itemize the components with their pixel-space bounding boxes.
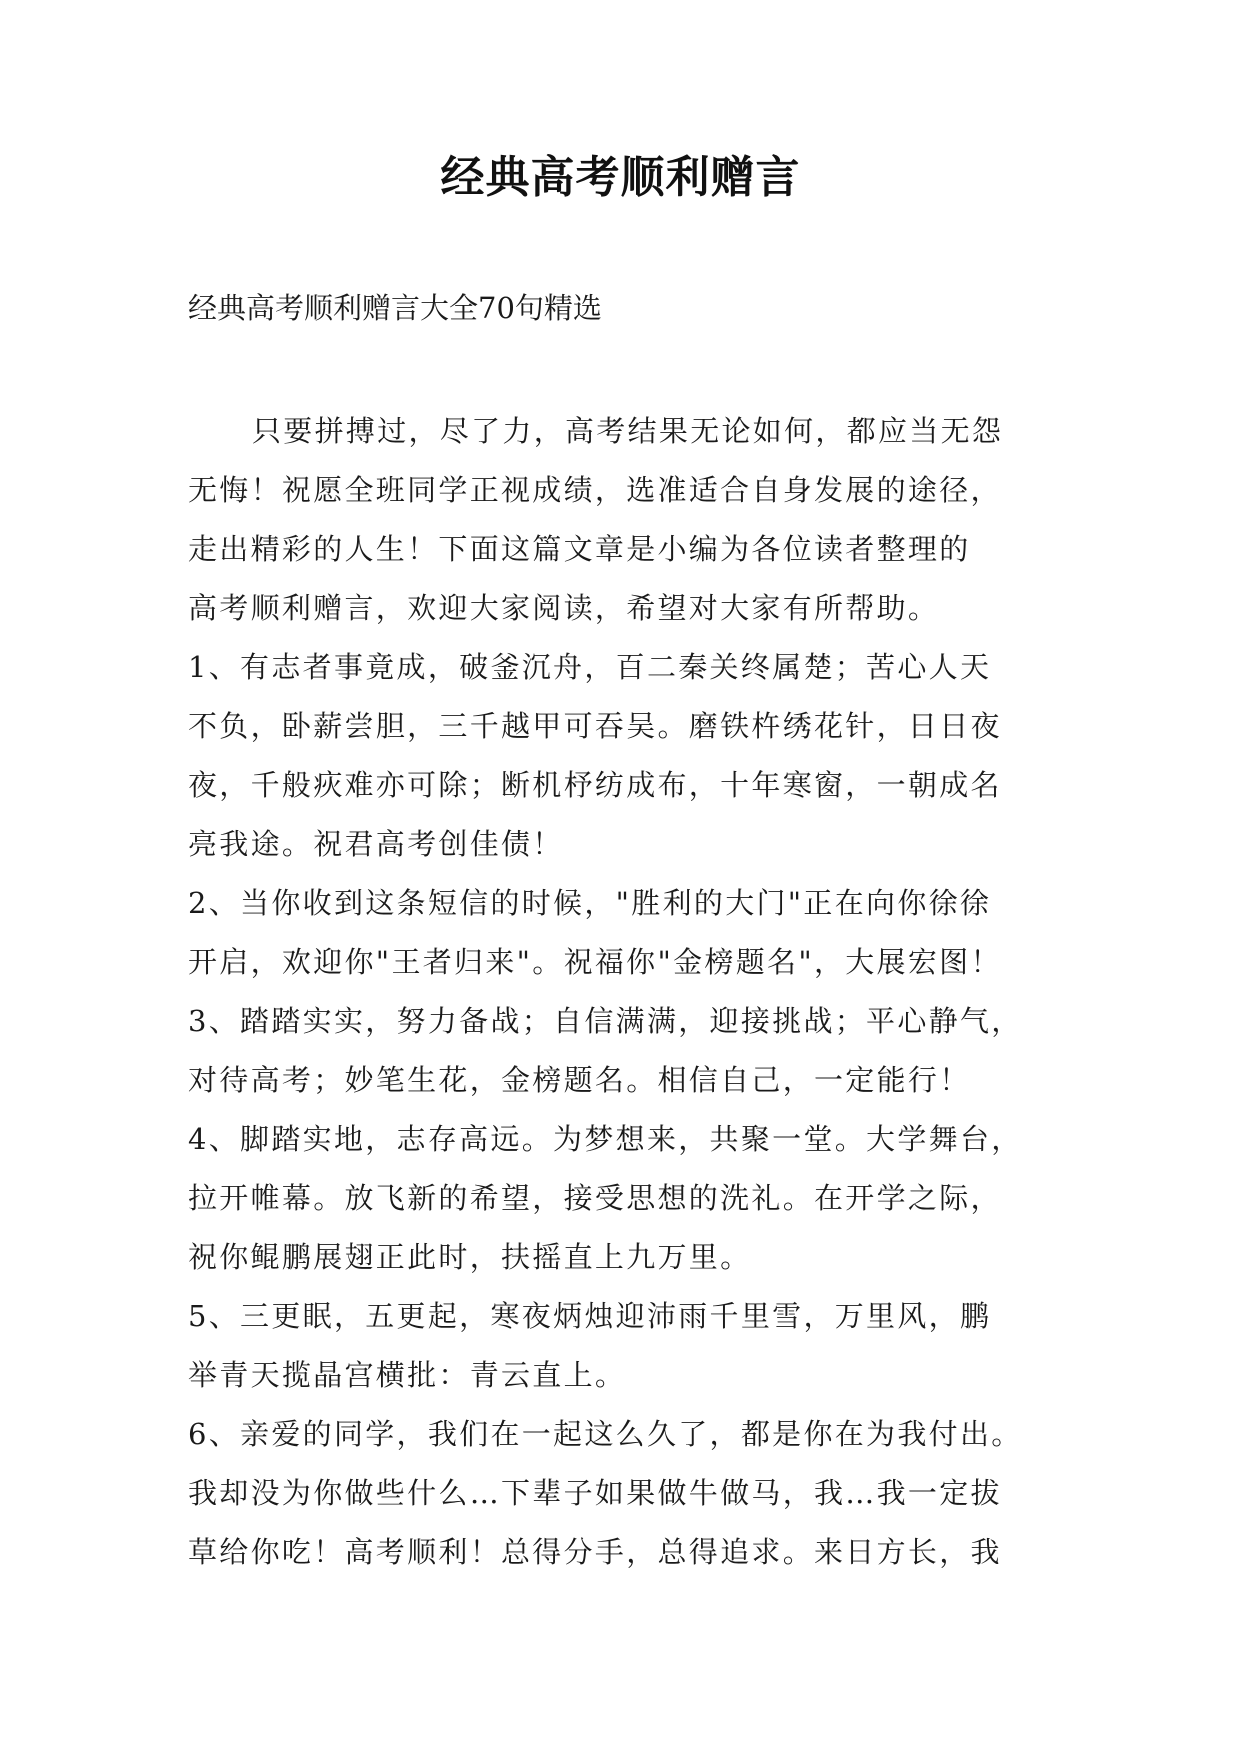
paragraph-line: 走出精彩的人生！下面这篇文章是小编为各位读者整理的 [188,532,971,566]
document-body [188,402,1058,1582]
list-item-line: 不负，卧薪尝胆，三千越甲可吞吴。磨铁杵绣花针，日日夜 [188,709,1002,743]
list-item-line: 6、亲爱的同学，我们在一起这么久了，都是你在为我付出。 [188,1417,1023,1451]
list-item-line: 对待高考；妙笔生花，金榜题名。相信自己，一定能行！ [188,1063,971,1097]
list-item-line: 举青天揽晶宫横批：青云直上。 [188,1358,627,1392]
list-item-line: 拉开帷幕。放飞新的希望，接受思想的洗礼。在开学之际， [188,1181,1002,1215]
list-item-line: 开启，欢迎你"王者归来"。祝福你"金榜题名"，大展宏图！ [188,945,1002,979]
list-item-line: 2、当你收到这条短信的时候，"胜利的大门"正在向你徐徐 [188,886,992,920]
paragraph-line: 高考顺利赠言，欢迎大家阅读，希望对大家有所帮助。 [188,591,940,625]
list-item-line: 草给你吃！高考顺利！总得分手，总得追求。来日方长，我 [188,1535,1002,1569]
list-item-line: 3、踏踏实实，努力备战；自信满满，迎接挑战；平心静气， [188,1004,1023,1038]
document-title: 经典高考顺利赠言 [440,152,801,203]
list-item-line: 4、脚踏实地，志存高远。为梦想来，共聚一堂。大学舞台， [188,1122,1023,1156]
list-item-line: 亮我途。祝君高考创佳债！ [188,827,564,861]
paragraph-line: 无悔！祝愿全班同学正视成绩，选准适合自身发展的途径， [188,473,1002,507]
list-item-line: 5、三更眠，五更起，寒夜炳烛迎沛雨千里雪，万里风，鹏 [188,1299,992,1333]
paragraph-line: 只要拼搏过，尽了力，高考结果无论如何，都应当无怨 [252,414,1004,448]
list-item-line: 夜，千般疢难亦可除；断机杼纺成布，十年寒窗，一朝成名 [188,768,1002,802]
document-subtitle: 经典高考顺利赠言大全70句精选 [188,291,602,325]
list-item-line: 1、有志者事竟成，破釜沉舟，百二秦关终属楚；苦心人天 [188,650,992,684]
list-item-line: 我却没为你做些什么…下辈子如果做牛做马，我…我一定拔 [188,1476,1002,1510]
list-item-line: 祝你鲲鹏展翅正此时，扶摇直上九万里。 [188,1240,752,1274]
